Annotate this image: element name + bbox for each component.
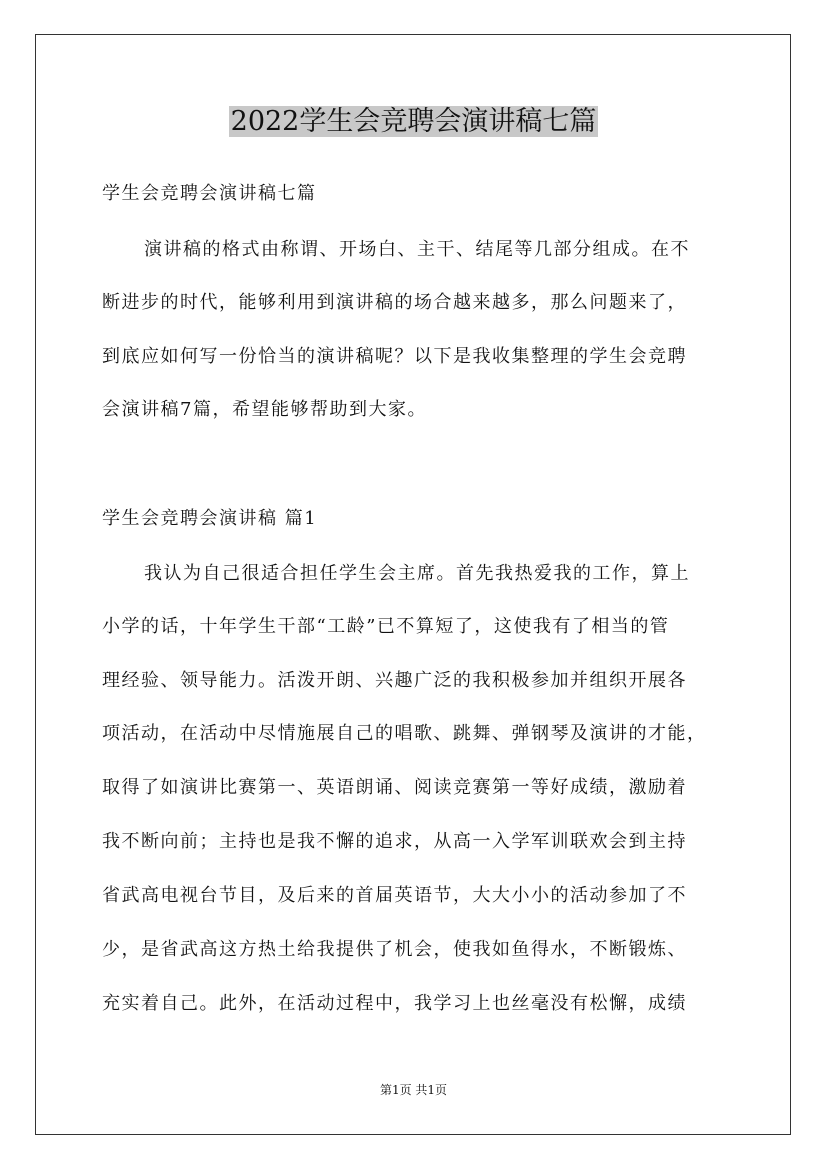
intro-line: 演讲稿的格式由称谓、开场白、主干、结尾等几部分组成。在不 (144, 239, 690, 260)
body-line: 我认为自己很适合担任学生会主席。首先我热爱我的工作，算上 (144, 563, 690, 584)
body-line: 取得了如演讲比赛第一、英语朗诵、阅读竞赛第一等好成绩，激励着 (102, 777, 687, 798)
section-heading: 学生会竞聘会演讲稿 篇1 (102, 508, 318, 529)
body-line: 省武高电视台节目，及后来的首届英语节，大大小小的活动参加了不 (102, 885, 687, 906)
document-title-text: 2022学生会竞聘会演讲稿七篇 (230, 106, 597, 137)
body-line: 项活动，在活动中尽情施展自己的唱歌、跳舞、弹钢琴及演讲的才能， (102, 723, 707, 744)
document-subtitle: 学生会竞聘会演讲稿七篇 (102, 183, 317, 204)
body-line: 理经验、领导能力。活泼开朗、兴趣广泛的我积极参加并组织开展各 (102, 670, 687, 691)
intro-line: 到底应如何写一份恰当的演讲稿呢？以下是我收集整理的学生会竞聘 (102, 346, 687, 367)
intro-line: 会演讲稿7篇，希望能够帮助到大家。 (102, 399, 427, 420)
body-line: 我不断向前；主持也是我不懈的追求，从高一入学军训联欢会到主持 (102, 831, 687, 852)
page-indicator: 第1页 共1页 (379, 1083, 448, 1097)
body-line: 小学的话，十年学生干部“工龄”已不算短了，这使我有了相当的管 (102, 616, 670, 637)
body-line: 少，是省武高这方热土给我提供了机会，使我如鱼得水，不断锻炼、 (102, 939, 687, 960)
body-line: 充实着自己。此外，在活动过程中，我学习上也丝毫没有松懈，成绩 (102, 993, 687, 1014)
document-title (0, 103, 827, 141)
intro-line: 断进步的时代，能够利用到演讲稿的场合越来越多，那么问题来了， (102, 292, 687, 313)
